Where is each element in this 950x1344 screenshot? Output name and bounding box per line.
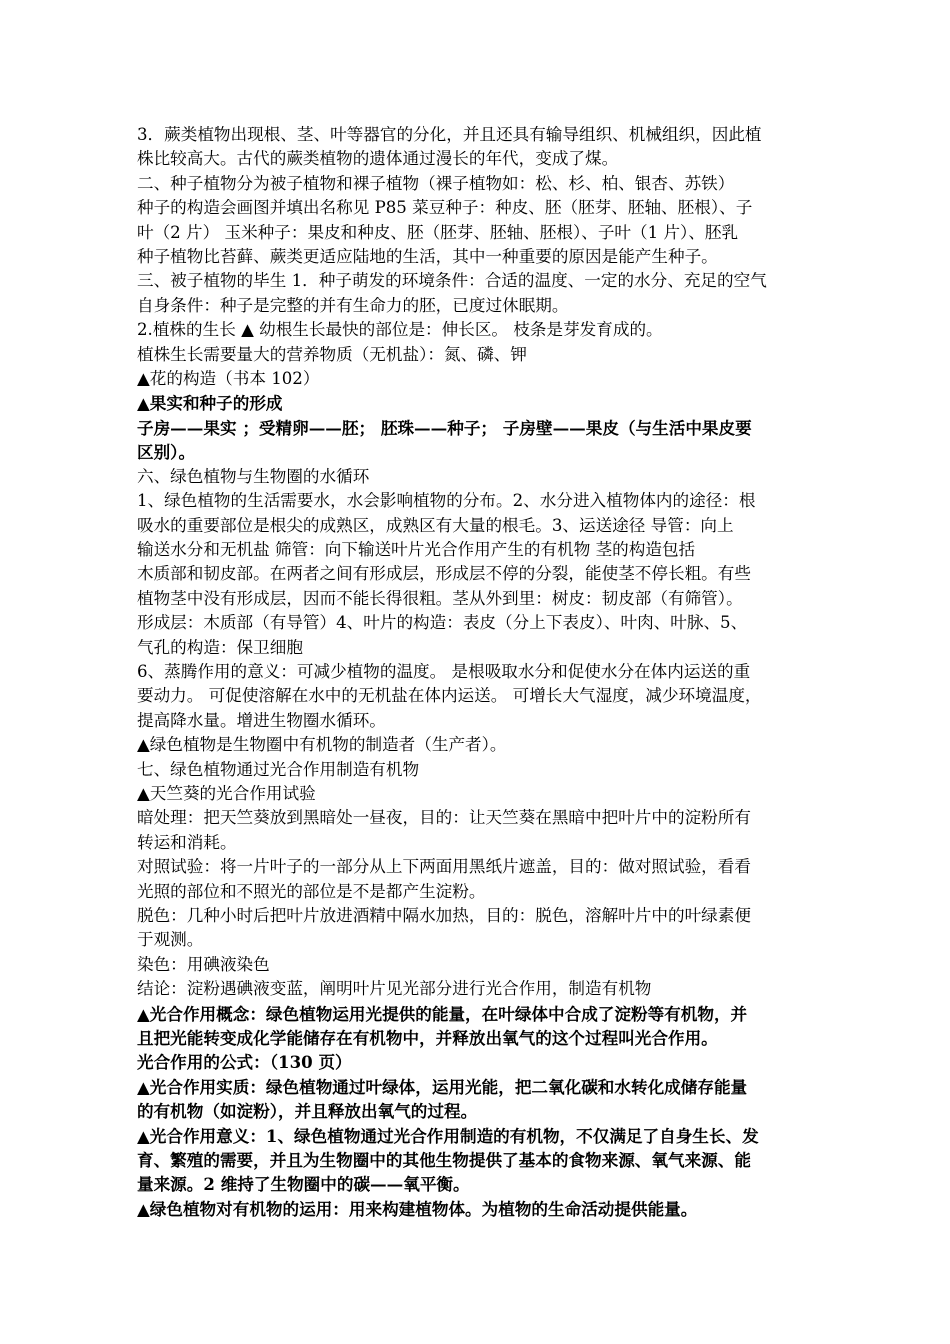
text-line: ▲光合作用实质：绿色植物通过叶绿体，运用光能，把二氧化碳和水转化成储存能量 [137,1076,748,1097]
text-line: 染色：用碘液染色 [137,954,270,974]
text-line: 光照的部位和不照光的部位是不是都产生淀粉。 [137,881,486,901]
text-line: ▲绿色植物是生物圈中有机物的制造者（生产者）。 [137,735,507,755]
text-line: 植株生长需要量大的营养物质（无机盐）：氮、磷、钾 [137,344,527,364]
text-line: 气孔的构造：保卫细胞 [137,637,303,657]
text-line: 二、种子植物分为被子植物和裸子植物（裸子植物如：松、杉、柏、银杏、苏铁） [137,173,735,193]
text-line: 脱色：几种小时后把叶片放进酒精中隔水加热，目的：脱色，溶解叶片中的叶绿素便 [137,906,751,925]
text-line: 株比较高大。古代的蕨类植物的遗体通过漫长的年代，变成了煤。 [137,149,619,169]
text-line: 三、被子植物的毕生 1．种子萌发的环境条件：合适的温度、一定的水分、充足的空气 [137,271,767,291]
text-line: 六、绿色植物与生物圈的水循环 [137,466,370,486]
text-line: 结论：淀粉遇碘液变蓝，阐明叶片见光部分进行光合作用，制造有机物 [137,979,652,999]
text-line: 3．蕨类植物出现根、茎、叶等器官的分化，并且还具有输导组织、机械组织，因此植 [137,125,762,144]
text-line: 形成层：木质部（有导管）4、叶片的构造：表皮（分上下表皮）、叶肉、叶脉、5、 [137,613,748,633]
text-line: 2.植株的生长 ▲ 幼根生长最快的部位是：伸长区。 枝条是芽发育成的。 [137,320,663,340]
text-line: 要动力。 可促使溶解在水中的无机盐在体内运送。 可增长大气湿度，减少环境温度， [137,686,762,706]
document-body [137,123,863,1221]
text-line: ▲绿色植物对有机物的运用：用来构建植物体。为植物的生命活动提供能量。 [137,1198,698,1219]
text-line: 对照试验：将一片叶子的一部分从上下两面用黑纸片遮盖，目的：做对照试验，看看 [137,857,751,877]
text-line: ▲光合作用概念：绿色植物运用光提供的能量，在叶绿体中合成了淀粉等有机物，并 [137,1003,748,1024]
text-line: 光合作用的公式：（130 页） [137,1052,352,1073]
text-line: 种子植物比苔藓、蕨类更适应陆地的生活，其中一种重要的原因是能产生种子。 [137,247,718,267]
text-line: 叶（2 片） 玉米种子：果皮和种皮、胚（胚芽、胚轴、胚根）、子叶（1 片）、胚乳 [137,222,739,242]
text-line: 暗处理：把天竺葵放到黑暗处一昼夜，目的：让天竺葵在黑暗中把叶片中的淀粉所有 [137,808,751,828]
text-line: 子房——果实 ；受精卵——胚； 胚珠——种子； 子房壁——果皮（与生活中果皮要 [137,417,752,438]
text-line: 6、蒸腾作用的意义：可减少植物的温度。 是根吸取水分和促使水分在体内运送的重 [137,661,751,681]
text-line: 于观测。 [137,930,204,950]
text-line: 育、繁殖的需要，并且为生物圈中的其他生物提供了基本的食物来源、氧气来源、能 [137,1150,751,1171]
text-line: 自身条件：种子是完整的并有生命力的胚，已度过休眠期。 [137,295,569,315]
text-line: 1、绿色植物的生活需要水，水会影响植物的分布。2、水分进入植物体内的途径：根 [137,491,756,511]
text-line: 吸水的重要部位是根尖的成熟区，成熟区有大量的根毛。3、运送途径 导管：向上 [137,515,734,535]
text-line: ▲果实和种子的形成 [137,393,283,414]
text-line: 区别）。 [137,442,196,463]
text-line: 提高降水量。增进生物圈水循环。 [137,710,386,730]
text-line: 七、绿色植物通过光合作用制造有机物 [137,759,420,779]
text-line: 且把光能转变成化学能储存在有机物中，并释放出氧气的这个过程叫光合作用。 [137,1028,718,1049]
text-line: 转运和消耗。 [137,832,237,852]
text-line: 量来源。2 维持了生物圈中的碳——氧平衡。 [137,1174,470,1195]
text-line: 输送水分和无机盐 筛管：向下输送叶片光合作用产生的有机物 茎的构造包括 [137,539,696,559]
text-line: 的有机物（如淀粉），并且释放出氧气的过程。 [137,1101,478,1122]
text-line: ▲花的构造（书本 102） [137,369,320,389]
text-line: 植物茎中没有形成层，因而不能长得很粗。茎从外到里：树皮：韧皮部（有筛管）。 [137,588,743,608]
text-line: 木质部和韧皮部。在两者之间有形成层，形成层不停的分裂，能使茎不停长粗。有些 [137,564,751,584]
text-line: ▲光合作用意义：1、绿色植物通过光合作用制造的有机物，不仅满足了自身生长、发 [137,1125,759,1146]
text-line: ▲天竺葵的光合作用试验 [137,783,316,803]
text-line: 种子的构造会画图并填出名称见 P85 菜豆种子：种皮、胚（胚芽、胚轴、胚根）、子 [137,198,753,218]
